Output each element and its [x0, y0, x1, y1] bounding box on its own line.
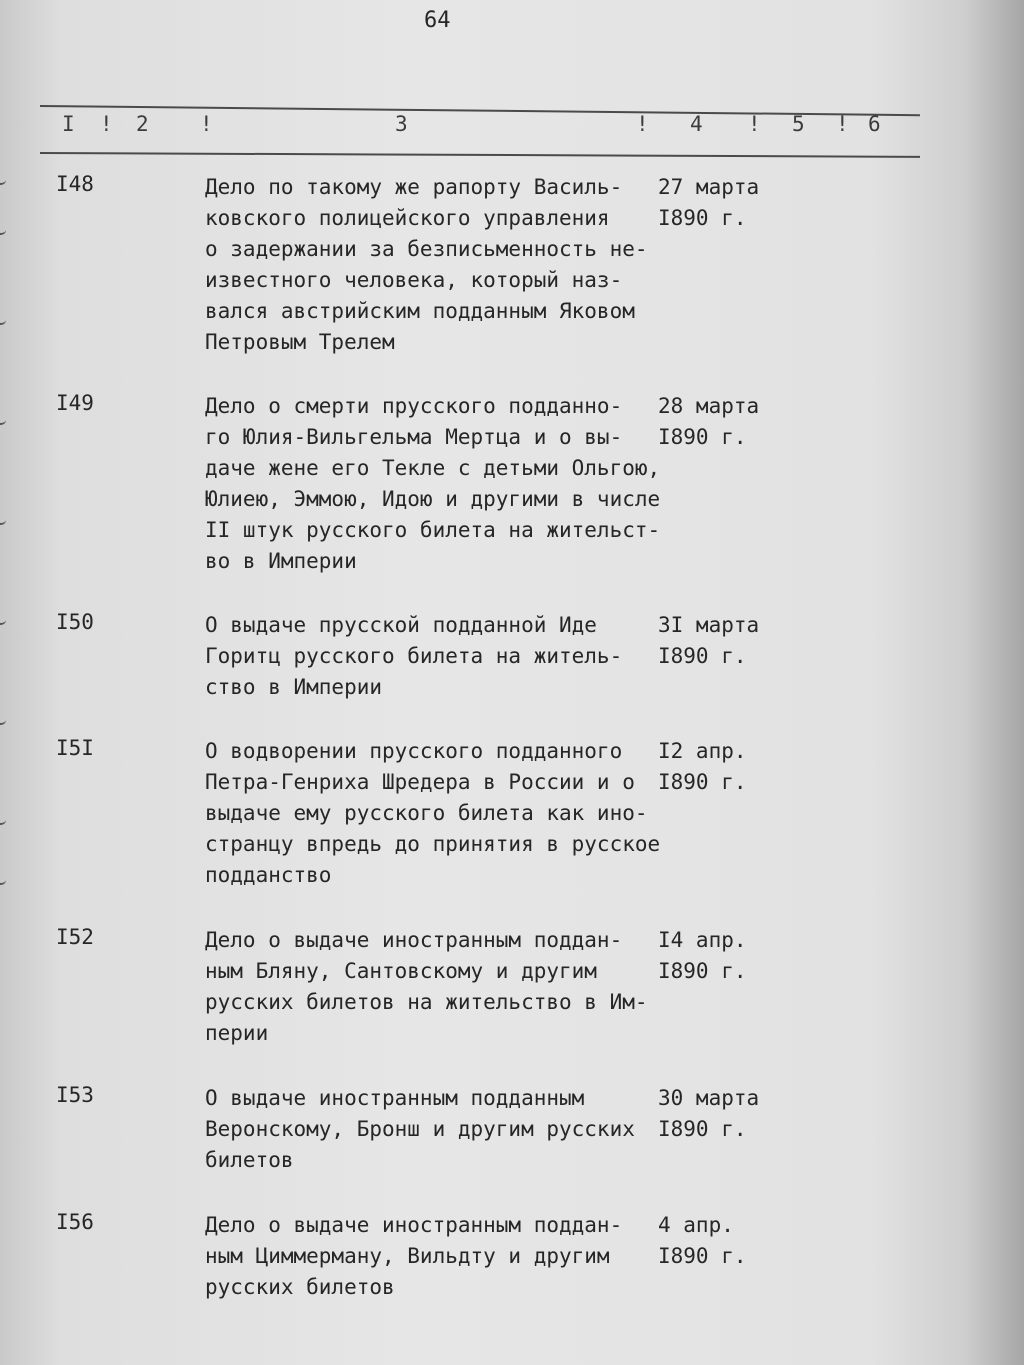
column-header: 3	[395, 112, 408, 136]
entry-description: О выдаче иностранным подданным Веронскому, Бронш и другим русских билетов	[205, 1086, 635, 1172]
entry-description: О водворении прусского подданного Петра-Генриха Шредера в России и о выдаче ему русского билета как ино- странцу впредь до принятия в русское подданство	[205, 739, 661, 887]
entry-date: 28 марта I890 г.	[658, 394, 760, 449]
binding-mark	[0, 880, 6, 885]
entry-number: I49	[56, 391, 94, 415]
binding-mark	[0, 620, 6, 625]
entry-number: I50	[56, 610, 94, 634]
column-separator: !	[636, 112, 649, 136]
page-number: 64	[424, 8, 451, 33]
entry-description: Дело о выдаче иностранным поддан- ным Бляну, Сантовскому и другим русских билетов на жительство в Им- перии	[205, 928, 648, 1045]
binding-mark	[0, 820, 6, 825]
column-separator: !	[100, 112, 113, 136]
entry-date: 3I марта I890 г.	[658, 613, 760, 668]
entry-date: 27 марта I890 г.	[658, 175, 760, 230]
entry-description: О выдаче прусской подданной Иде Горитц русского билета на житель- ство в Империи	[205, 613, 623, 699]
entry-description: Дело о смерти прусского подданно- го Юлия-Вильгельма Мертца и о вы- даче жене его Текле с детьми Ольгою, Юлиею, Эммою, Идою и другими в числе II штук русского билета на жительст- во в Империи	[205, 394, 661, 573]
entry-date: 4 апр. I890 г.	[658, 1213, 747, 1268]
entry-number: I52	[56, 925, 94, 949]
header-rule-top	[40, 105, 920, 116]
column-header: 4	[690, 112, 703, 136]
entry-number: I53	[56, 1083, 94, 1107]
header-rule-bottom	[40, 152, 920, 158]
binding-mark	[0, 230, 6, 235]
binding-mark	[0, 520, 6, 525]
entry-number: I48	[56, 172, 94, 196]
entry-number: I56	[56, 1210, 94, 1234]
binding-mark	[0, 420, 6, 425]
column-header: I	[62, 112, 75, 136]
column-separator: !	[748, 112, 761, 136]
page-edge-shadow	[964, 0, 1024, 1365]
binding-mark	[0, 720, 6, 725]
entry-description: Дело о выдаче иностранным поддан- ным Циммерману, Вильдту и другим русских билетов	[205, 1213, 623, 1299]
column-separator: !	[200, 112, 213, 136]
column-header: 2	[136, 112, 149, 136]
column-separator: !	[836, 112, 849, 136]
entry-description: Дело по такому же рапорту Василь- ковского полицейского управления о задержании за безписьменность не- известного человека, который наз- вался австрийским подданным Яковом Петровым Трелем	[205, 175, 648, 354]
entry-date: I2 апр. I890 г.	[658, 739, 747, 794]
binding-mark	[0, 320, 6, 325]
column-header: 5	[792, 112, 805, 136]
entry-date: I4 апр. I890 г.	[658, 928, 747, 983]
entry-date: 30 марта I890 г.	[658, 1086, 760, 1141]
column-header: 6	[868, 112, 881, 136]
binding-mark	[0, 180, 6, 185]
entry-number: I5I	[56, 736, 94, 760]
